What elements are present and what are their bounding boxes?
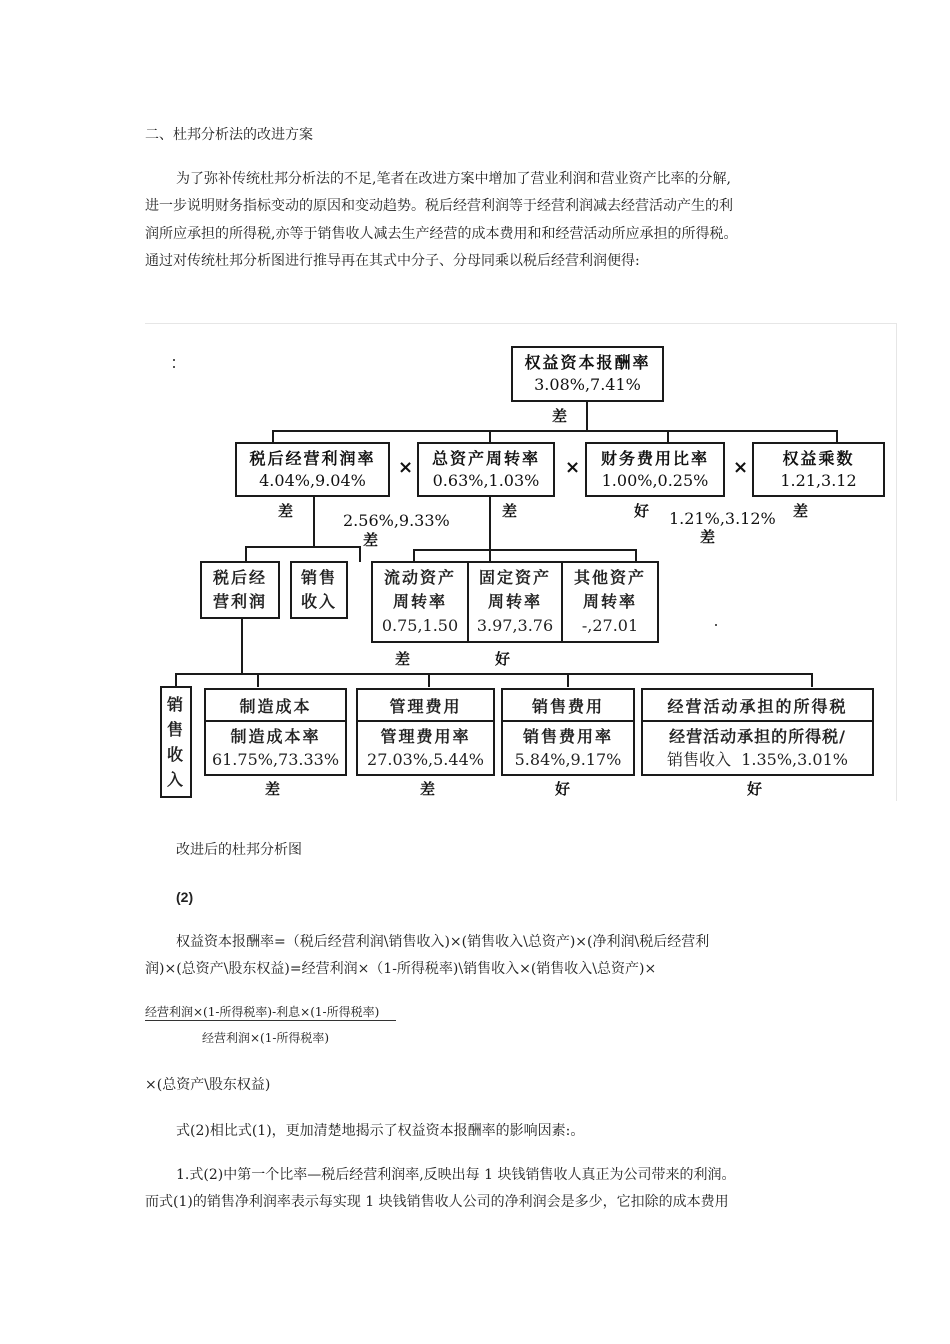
asset-turnover-note: 差 (502, 502, 518, 520)
intro-line-2: 进一步说明财务指标变动的原因和变动趋势。税后经营利润等于经营利润减去经营活动产生的利 (145, 198, 733, 214)
formula-line-2: 润)×(总资产\股东权益)=经营利润×（1-所得税率)\销售收入×(销售收入\总资产)× (145, 961, 657, 977)
admin-expense-rate-label: 管理费用率 (380, 727, 471, 746)
admin-expense-rate-value: 27.03%,5.44% (367, 750, 484, 769)
fraction-denominator: 经营利润×(1-所得税率) (202, 1031, 330, 1045)
formula-tail: ×(总资产\股东权益) (145, 1077, 271, 1093)
after-tax-profit-box (200, 561, 280, 619)
finance-expense-value: 1.00%,0.25% (601, 470, 709, 490)
formula-line-1: 权益资本报酬率=（税后经营利润\销售收入)×(销售收入\总资产)×(净利润\税后经营利 (176, 934, 710, 950)
selling-expense-box (501, 688, 635, 776)
manufacturing-cost-head: 制造成本 (206, 690, 345, 722)
manufacturing-cost-note: 差 (265, 780, 281, 798)
mid-note-b: 差 (700, 528, 716, 546)
other-asset-turnover-title: 其他资产 (573, 568, 646, 587)
mid-value-a: 2.56%,9.33% (343, 511, 450, 530)
asset-turnover-title: 总资产周转率 (431, 448, 540, 468)
section-heading: 二、杜邦分析法的改进方案 (145, 127, 313, 143)
operating-tax-rate-value: 销售收入 1.35%,3.01% (667, 750, 848, 769)
side-char-3: 收 (166, 744, 185, 764)
operating-tax-box (641, 688, 874, 776)
after-tax-margin-title: 税后经营利润率 (249, 448, 376, 468)
roe-note: 差 (552, 407, 568, 425)
times-sign-1: × (398, 457, 414, 478)
operating-tax-head: 经营活动承担的所得税 (643, 690, 872, 722)
operating-tax-note: 好 (747, 780, 763, 798)
admin-expense-head: 管理费用 (358, 690, 493, 722)
intro-line-4: 通过对传统杜邦分析图进行推导再在其式中分子、分母同乘以税后经营利润便得: (145, 253, 640, 269)
selling-expense-note: 好 (555, 780, 571, 798)
asset-turnover-value: 0.63%,1.03% (432, 470, 540, 490)
after-tax-margin-value: 4.04%,9.04% (259, 470, 366, 490)
other-asset-turnover-box (561, 561, 659, 643)
level2-note-good: 好 (495, 650, 511, 668)
after-tax-profit-line-1: 税后经 (212, 568, 267, 587)
fraction-numerator: 经营利润×(1-所得税率)-利息×(1-所得税率) (145, 1005, 380, 1019)
equity-multiplier-note: 差 (793, 502, 809, 520)
selling-expense-rate-value: 5.84%,9.17% (514, 750, 622, 769)
after-tax-margin-note: 差 (278, 502, 294, 520)
side-char-2: 售 (166, 719, 185, 739)
formula-number: (2) (176, 889, 194, 905)
finance-expense-note: 好 (634, 502, 650, 520)
admin-expense-box (356, 688, 495, 776)
point1-line-1: 1.式(2)中第一个比率—税后经营利润率,反映出每 1 块钱销售收人真正为公司带来的利润。 (176, 1167, 736, 1183)
asset-turnover-box (417, 442, 555, 497)
equity-multiplier-box (752, 442, 885, 497)
side-sales-box (160, 686, 192, 798)
intro-line-3: 润所应承担的所得税,亦等于销售收人减去生产经营的成本费用和和经营活动所应承担的所得税。 (145, 226, 738, 242)
roe-value: 3.08%,7.41% (534, 375, 641, 394)
point1-line-2: 而式(1)的销售净利润率表示每实现 1 块钱销售收人公司的净利润会是多少，它扣除的成本费用 (145, 1194, 729, 1210)
sales-revenue-box (290, 561, 348, 619)
selling-expense-head: 销售费用 (503, 690, 633, 722)
finance-expense-title: 财务费用比率 (600, 448, 709, 468)
equity-multiplier-value: 1.21,3.12 (780, 470, 857, 490)
fixed-asset-turnover-title: 固定资产 (478, 568, 551, 587)
intro-line-1: 为了弥补传统杜邦分析法的不足,笔者在改进方案中增加了营业利润和营业资产比率的分解, (176, 171, 731, 187)
compare-text: 式(2)相比式(1)，更加清楚地揭示了权益资本报酬率的影响因素:。 (176, 1123, 585, 1139)
admin-expense-note: 差 (420, 780, 436, 798)
fixed-asset-turnover-subtitle: 周转率 (487, 592, 542, 611)
roe-title: 权益资本报酬率 (524, 353, 651, 372)
times-sign-2: × (565, 457, 581, 478)
fixed-asset-turnover-box (467, 561, 563, 643)
mid-note-a: 差 (363, 531, 379, 549)
fixed-asset-turnover-value: 3.97,3.76 (476, 616, 554, 635)
current-asset-turnover-title: 流动资产 (383, 568, 456, 587)
mid-value-b: 1.21%,3.12% (669, 509, 776, 528)
other-asset-turnover-value: -,27.01 (581, 616, 639, 635)
finance-expense-box (585, 442, 725, 497)
dupont-diagram (145, 323, 897, 801)
diagram-caption: 改进后的杜邦分析图 (176, 842, 302, 858)
equity-multiplier-title: 权益乘数 (782, 448, 855, 468)
level2-note-bad: 差 (395, 650, 411, 668)
operating-tax-rate-label: 经营活动承担的所得税/ (669, 727, 846, 746)
roe-box (511, 346, 664, 402)
manufacturing-cost-rate-label: 制造成本率 (230, 727, 321, 746)
manufacturing-cost-rate-value: 61.75%,73.33% (211, 750, 340, 769)
sales-revenue-line-2: 收入 (300, 592, 337, 611)
after-tax-margin-box (235, 442, 390, 497)
current-asset-turnover-value: 0.75,1.50 (381, 616, 459, 635)
side-char-4: 入 (166, 769, 185, 789)
fraction-bar (145, 1020, 396, 1021)
manufacturing-cost-box (204, 688, 347, 776)
side-char-1: 销 (166, 694, 185, 714)
after-tax-profit-line-2: 营利润 (212, 592, 267, 611)
selling-expense-rate-label: 销售费用率 (522, 727, 613, 746)
times-sign-3: × (733, 457, 749, 478)
current-asset-turnover-subtitle: 周转率 (392, 592, 447, 611)
sales-revenue-line-1: 销售 (300, 568, 337, 587)
current-asset-turnover-box (371, 561, 469, 643)
other-asset-turnover-subtitle: 周转率 (582, 592, 637, 611)
